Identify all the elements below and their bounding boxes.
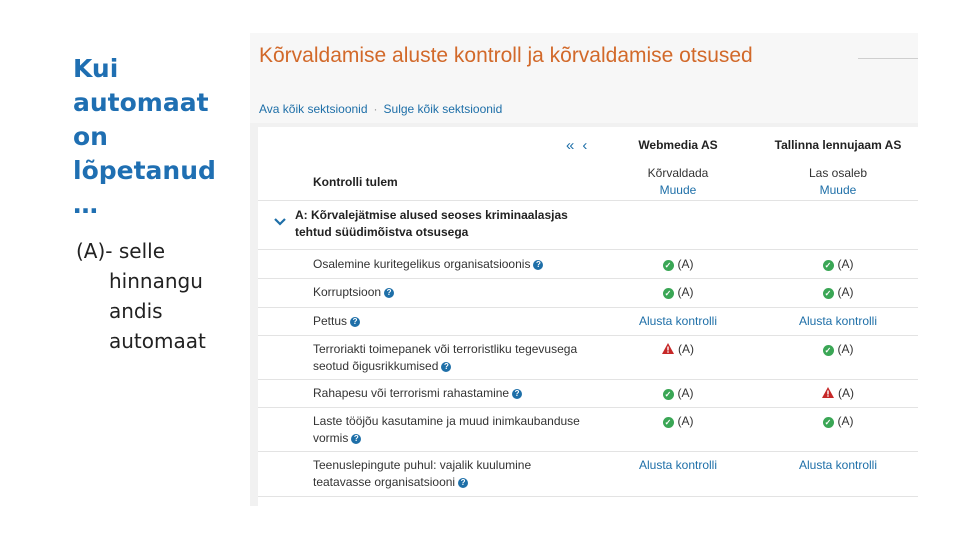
status-cell-2 xyxy=(763,256,913,273)
change-link[interactable]: Muude xyxy=(659,183,697,197)
status-cell-1 xyxy=(603,256,753,273)
status-cell-1 xyxy=(603,341,753,359)
page-heading: Kõrvaldamise aluste kontroll ja kõrvaldamise otsused xyxy=(259,44,753,67)
status-cell-2 xyxy=(763,413,913,430)
criterion-row xyxy=(258,307,918,336)
criterion-row xyxy=(258,379,918,408)
status-cell-2 xyxy=(763,457,913,474)
column-nav xyxy=(566,137,595,154)
criterion-label xyxy=(313,256,543,273)
criterion-text: Rahapesu või terrorismi rahastamine ? xyxy=(313,385,522,402)
company-name-2: Tallinna lennujaam AS xyxy=(774,138,902,152)
note-line: (A)- selle xyxy=(76,239,166,263)
section-title: A: Kõrvalejätmise alused seoses kriminaalasjas tehtud süüdimõistva otsusega xyxy=(295,208,568,239)
start-check-link[interactable]: Alusta kontrolli xyxy=(798,458,878,472)
chevron-down-icon[interactable] xyxy=(274,215,286,229)
section-links xyxy=(259,102,502,116)
auto-assessment-mark: (A) xyxy=(677,386,694,400)
criterion-text: teatavasse organisatsiooni ? xyxy=(313,474,531,491)
auto-assessment-mark: (A) xyxy=(837,342,854,356)
criterion-row xyxy=(258,451,918,497)
criterion-text: Terroriakti toimepanek või terroristliku tegevusega xyxy=(313,342,578,356)
status-cell-2 xyxy=(763,284,913,301)
help-icon[interactable]: ? xyxy=(458,478,468,488)
status-cell-1 xyxy=(603,313,753,330)
check-circle-icon: ✓ xyxy=(663,389,674,400)
first-page-icon[interactable]: « xyxy=(566,137,583,154)
slide-note xyxy=(76,236,241,356)
help-icon[interactable]: ? xyxy=(384,288,394,298)
criterion-text: Laste tööjõu kasutamine ja muud inimkaubanduse xyxy=(313,414,580,428)
start-check-link[interactable]: Alusta kontrolli xyxy=(798,314,878,328)
auto-assessment-mark: (A) xyxy=(837,257,854,271)
help-icon[interactable]: ? xyxy=(512,389,522,399)
result-value: Kõrvaldada xyxy=(647,166,709,180)
auto-assessment-mark: (A) xyxy=(838,386,854,400)
criterion-text: Teenuslepingute puhul: vajalik kuulumine xyxy=(313,458,532,472)
criterion-text: Korruptsioon ? xyxy=(313,284,394,301)
collapse-all-link[interactable]: Sulge kõik sektsioonid xyxy=(383,102,503,116)
check-circle-icon: ✓ xyxy=(663,288,674,299)
slide-title: Kui automaat on lõpetanud … xyxy=(73,54,216,219)
criterion-label xyxy=(313,313,360,330)
help-icon[interactable]: ? xyxy=(351,434,361,444)
status-cell-1 xyxy=(603,413,753,430)
start-check-link[interactable]: Alusta kontrolli xyxy=(638,314,718,328)
status-cell-1 xyxy=(603,385,753,402)
criterion-text: Osalemine kuritegelikus organisatsioonis ? xyxy=(313,256,543,273)
screenshot-panel xyxy=(250,33,918,506)
result-value: Las osaleb xyxy=(808,166,868,180)
criterion-label xyxy=(313,341,577,375)
link-separator: · xyxy=(373,102,378,116)
check-circle-icon: ✓ xyxy=(823,417,834,428)
auto-assessment-mark: (A) xyxy=(837,285,854,299)
criterion-row xyxy=(258,335,918,380)
criterion-row xyxy=(258,278,918,308)
status-cell-2 xyxy=(763,313,913,330)
panel-header xyxy=(250,33,918,123)
section-header-row[interactable] xyxy=(258,201,918,250)
criterion-label xyxy=(313,385,522,402)
warning-icon xyxy=(662,342,674,359)
help-icon[interactable]: ? xyxy=(533,260,543,270)
status-cell-1 xyxy=(603,457,753,474)
check-circle-icon: ✓ xyxy=(663,260,674,271)
note-line: automaat xyxy=(109,329,206,353)
result-cell-2 xyxy=(763,165,913,199)
criterion-label xyxy=(313,284,394,301)
result-row xyxy=(258,157,918,201)
check-circle-icon: ✓ xyxy=(663,417,674,428)
help-icon[interactable]: ? xyxy=(350,317,360,327)
auto-assessment-mark: (A) xyxy=(678,342,694,356)
company-header-row xyxy=(258,127,918,157)
help-icon[interactable]: ? xyxy=(441,362,451,372)
auto-assessment-mark: (A) xyxy=(677,414,694,428)
auto-assessment-mark: (A) xyxy=(677,285,694,299)
start-check-link[interactable]: Alusta kontrolli xyxy=(638,458,718,472)
results-table xyxy=(258,127,918,506)
expand-all-link[interactable]: Ava kõik sektsioonid xyxy=(259,102,368,116)
status-cell-1 xyxy=(603,284,753,301)
check-circle-icon: ✓ xyxy=(823,260,834,271)
check-circle-icon: ✓ xyxy=(823,288,834,299)
auto-assessment-mark: (A) xyxy=(677,257,694,271)
warning-icon xyxy=(822,386,834,403)
criterion-row xyxy=(258,250,918,279)
heading-divider xyxy=(858,58,918,59)
result-cell-1 xyxy=(603,165,753,199)
criterion-label xyxy=(313,413,580,447)
auto-assessment-mark: (A) xyxy=(837,414,854,428)
note-line: andis xyxy=(109,299,163,323)
status-cell-2 xyxy=(763,341,913,358)
criterion-text: seotud õigusrikkumised ? xyxy=(313,358,577,375)
result-header: Kontrolli tulem xyxy=(313,175,398,189)
criterion-text: Pettus ? xyxy=(313,313,360,330)
change-link[interactable]: Muude xyxy=(819,183,857,197)
status-cell-2 xyxy=(763,385,913,403)
note-line: hinnangu xyxy=(109,269,203,293)
company-name-1: Webmedia AS xyxy=(638,138,718,152)
prev-page-icon[interactable]: ‹ xyxy=(582,137,596,154)
check-circle-icon: ✓ xyxy=(823,345,834,356)
criterion-label xyxy=(313,457,531,491)
criterion-row xyxy=(258,407,918,452)
criterion-text: vormis ? xyxy=(313,430,580,447)
